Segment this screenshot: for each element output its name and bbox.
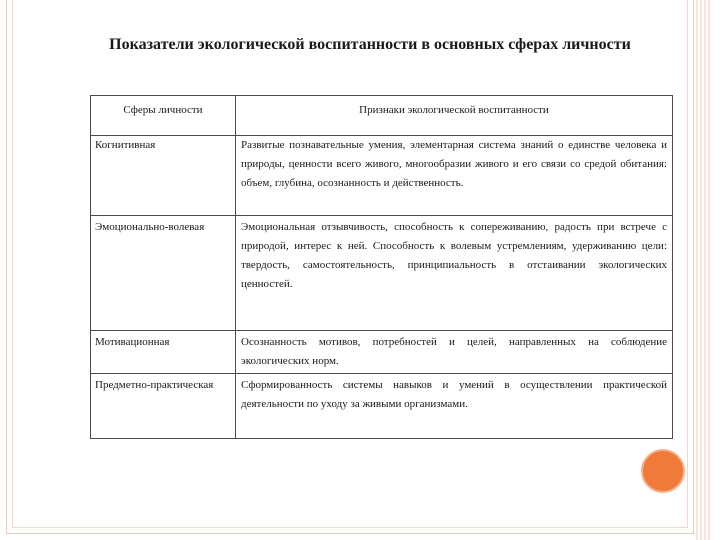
table-row (91, 216, 673, 331)
decorative-stripe-bar (696, 0, 712, 540)
sphere-cell: Мотивационная (91, 331, 236, 374)
table-row (91, 331, 673, 374)
header-spheres: Сферы личности (91, 96, 236, 136)
table-row (91, 136, 673, 216)
description-cell: Осознанность мотивов, потребностей и целей, направленных на соблюдение экологических норм. (236, 331, 673, 374)
table-row (91, 374, 673, 439)
sphere-cell: Когнитивная (91, 136, 236, 216)
description-cell: Эмоциональная отзывчивость, способность к сопереживанию, радость при встрече с природой, интерес к ней. Способность к волевым устремлениям, удерживанию цели: твердость, самостоятельность, принципиальность в отстаивании экологических ценностей. (236, 216, 673, 331)
table-header-row (91, 96, 673, 136)
indicators-table (90, 95, 673, 439)
page-title: Показатели экологической воспитанности в основных сферах личности (109, 36, 631, 53)
header-signs: Признаки экологической воспитанности (236, 96, 673, 136)
decorative-circle (641, 449, 685, 493)
sphere-cell: Предметно-практическая (91, 374, 236, 439)
description-cell: Сформированность системы навыков и умений в осуществлении практической деятельности по уходу за живыми организмами. (236, 374, 673, 439)
sphere-cell: Эмоционально-волевая (91, 216, 236, 331)
description-cell: Развитые познавательные умения, элементарная система знаний о единстве человека и природы, ценности всего живого, многообразии живого и его связи со средой обитания: объем, глубина, осознанность и действенность. (236, 136, 673, 216)
